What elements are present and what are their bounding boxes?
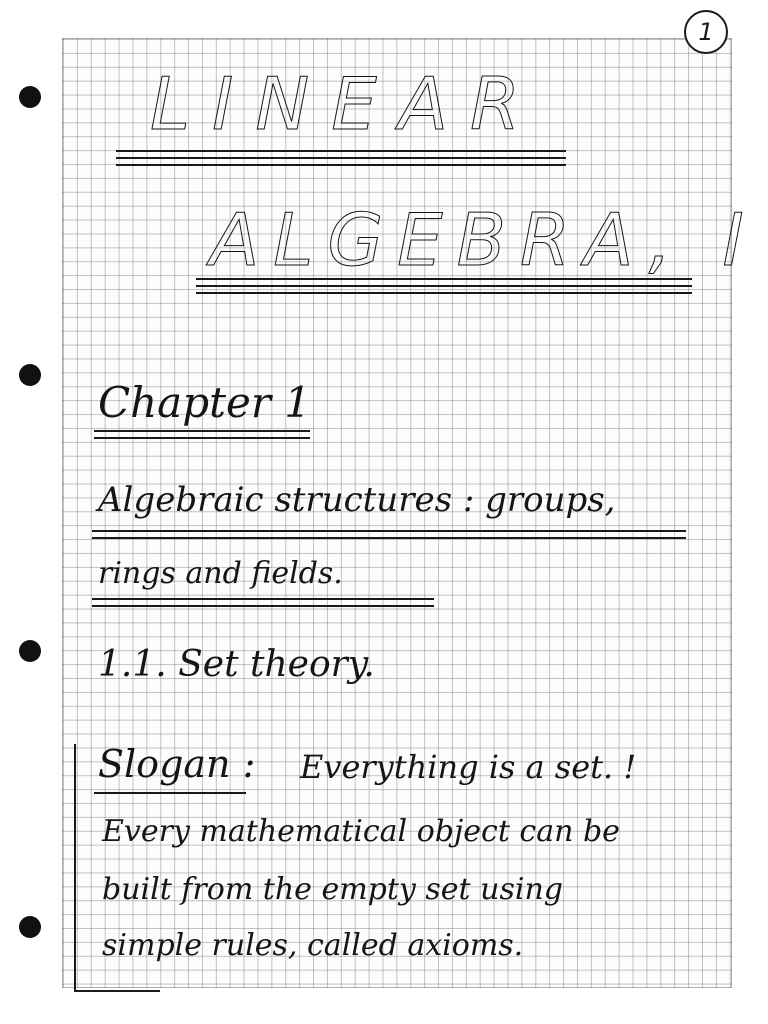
title-underline xyxy=(196,292,692,294)
title-underline xyxy=(116,164,566,166)
binder-hole xyxy=(19,364,41,386)
body-text-line-1: Every mathematical object can be xyxy=(102,814,620,849)
chapter-title-underline xyxy=(92,598,434,600)
binder-hole xyxy=(19,916,41,938)
margin-bracket xyxy=(74,990,160,992)
slogan-underline xyxy=(94,792,246,794)
chapter-title-underline xyxy=(92,605,434,607)
body-text-line-3: simple rules, called axioms. xyxy=(102,928,524,963)
chapter-underline xyxy=(94,430,310,432)
title-line-2: ALGEBRA, I xyxy=(210,198,758,282)
slogan-label: Slogan : xyxy=(98,742,256,786)
body-text-line-2: built from the empty set using xyxy=(102,872,563,907)
section-heading: 1.1. Set theory. xyxy=(98,644,375,685)
slogan-text: Everything is a set. ! xyxy=(300,748,637,786)
chapter-title-line-2: rings and fields. xyxy=(98,556,343,591)
title-line-1: LINEAR xyxy=(150,62,542,146)
title-underline xyxy=(116,150,566,152)
title-underline xyxy=(196,278,692,280)
chapter-underline xyxy=(94,437,310,439)
chapter-title-line-1: Algebraic structures : groups, xyxy=(98,480,616,520)
chapter-title-underline xyxy=(92,530,686,532)
binder-hole xyxy=(19,640,41,662)
margin-bracket xyxy=(74,744,76,990)
binder-hole xyxy=(19,86,41,108)
title-underline xyxy=(196,285,692,287)
page-number: 1 xyxy=(684,10,728,54)
title-underline xyxy=(116,157,566,159)
chapter-title-underline xyxy=(92,537,686,539)
chapter-heading: Chapter 1 xyxy=(98,378,311,427)
